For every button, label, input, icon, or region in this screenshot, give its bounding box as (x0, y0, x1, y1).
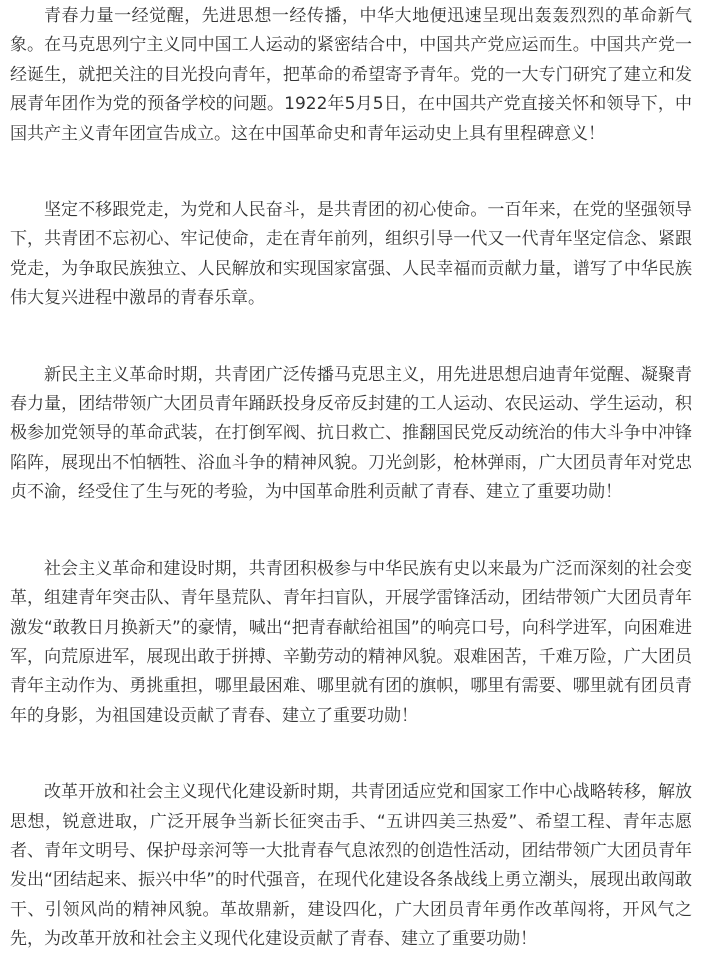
paragraph-1: 青春力量一经觉醒，先进思想一经传播，中华大地便迅速呈现出轰轰烈烈的革命新气象。在马克思列宁主义同中国工人运动的紧密结合中，中国共产党应运而生。中国共产党一经诞生，就把关注的目光投向青年，把革命的希望寄予青年。党的一大专门研究了建立和发展青年团作为党的预备学校的问题。1922年5月5日，在中国共产党直接关怀和领导下，中国共产主义青年团宣告成立。这在中国革命史和青年运动史上具有里程碑意义！ (10, 6, 692, 144)
article-body (10, 2, 692, 955)
paragraph-2: 坚定不移跟党走，为党和人民奋斗，是共青团的初心使命。一百年来，在党的坚强领导下，共青团不忘初心、牢记使命，走在青年前列，组织引导一代又一代青年坚定信念、紧跟党走，为争取民族独立、人民解放和实现国家富强、人民幸福而贡献力量，谱写了中华民族伟大复兴进程中激昂的青春乐章。 (10, 200, 692, 309)
paragraph-5: 改革开放和社会主义现代化建设新时期，共青团适应党和国家工作中心战略转移，解放思想，锐意进取，广泛开展争当新长征突击手、“五讲四美三热爱”、希望工程、青年志愿者、青年文明号、保护母亲河等一大批青春气息浓烈的创造性活动，团结带领广大团员青年发出“团结起来、振兴中华”的时代强音，在现代化建设各条战线上勇立潮头，展现出敢闯敢干、引领风尚的精神风貌。革故鼎新，建设四化，广大团员青年勇作改革闯将，开风气之先，为改革开放和社会主义现代化建设贡献了青春、建立了重要功勋！ (10, 782, 692, 950)
paragraph-4: 社会主义革命和建设时期，共青团积极参与中华民族有史以来最为广泛而深刻的社会变革，组建青年突击队、青年垦荒队、青年扫盲队，开展学雷锋活动，团结带领广大团员青年激发“敢教日月换新天”的豪情，喊出“把青春献给祖国”的响亮口号，向科学进军，向困难进军，向荒原进军，展现出敢于拼搏、辛勤劳动的精神风貌。艰难困苦，千难万险，广大团员青年主动作为、勇挑重担，哪里最困难、哪里就有团的旗帜，哪里有需要、哪里就有团员青年的身影，为祖国建设贡献了青春、建立了重要功勋！ (10, 558, 692, 726)
paragraph-3: 新民主主义革命时期，共青团广泛传播马克思主义，用先进思想启迪青年觉醒、凝聚青春力量，团结带领广大团员青年踊跃投身反帝反封建的工人运动、农民运动、学生运动，积极参加党领导的革命武装，在打倒军阀、抗日救亡、推翻国民党反动统治的伟大斗争中冲锋陷阵，展现出不怕牺牲、浴血斗争的精神风貌。刀光剑影，枪林弹雨，广大团员青年对党忠贞不渝，经受住了生与死的考验，为中国革命胜利贡献了青春、建立了重要功勋！ (10, 364, 692, 503)
